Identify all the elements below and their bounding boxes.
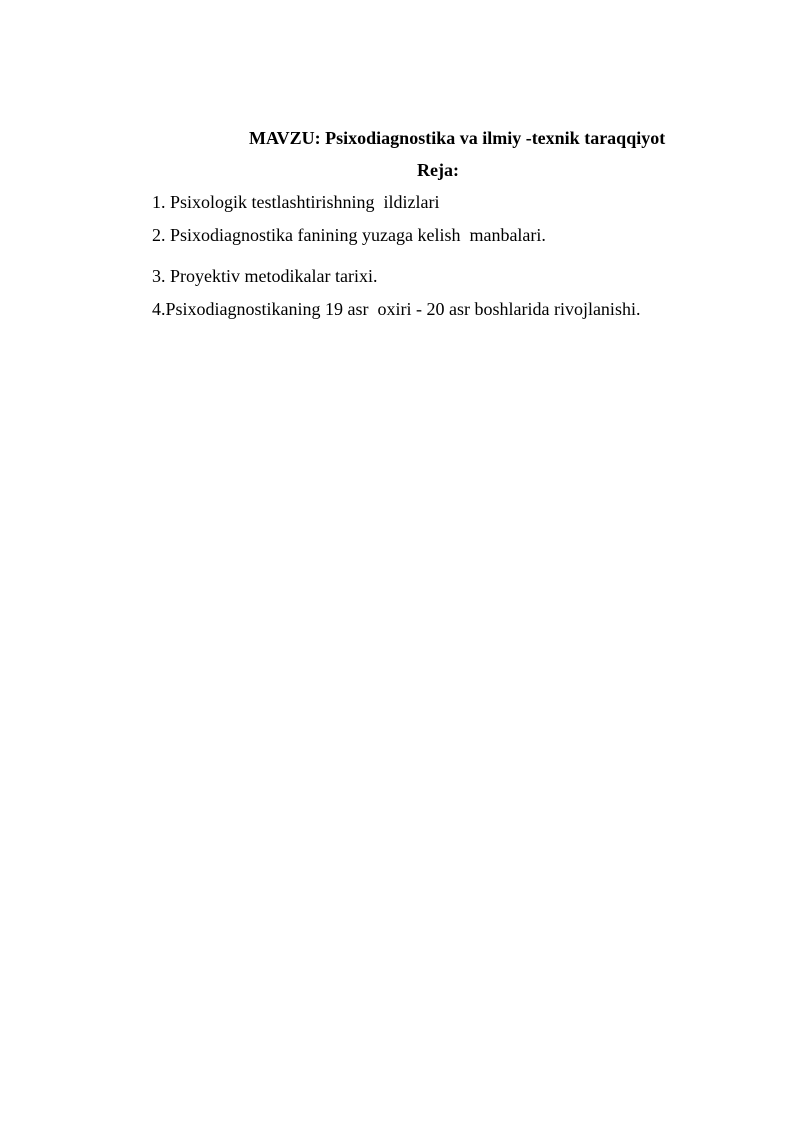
plan-heading: Reja: [417, 160, 459, 180]
plan-item-1: 1. Psixologik testlashtirishning ildizlari [152, 192, 440, 212]
plan-item-4: 4.Psixodiagnostikaning 19 asr oxiri - 20 asr boshlarida rivojlanishi. [152, 299, 641, 319]
document-title: MAVZU: Psixodiagnostika va ilmiy -texnik taraqqiyot [249, 128, 666, 148]
plan-item-2: 2. Psixodiagnostika fanining yuzaga kelish manbalari. [152, 225, 546, 245]
plan-item-3: 3. Proyektiv metodikalar tarixi. [152, 266, 378, 286]
